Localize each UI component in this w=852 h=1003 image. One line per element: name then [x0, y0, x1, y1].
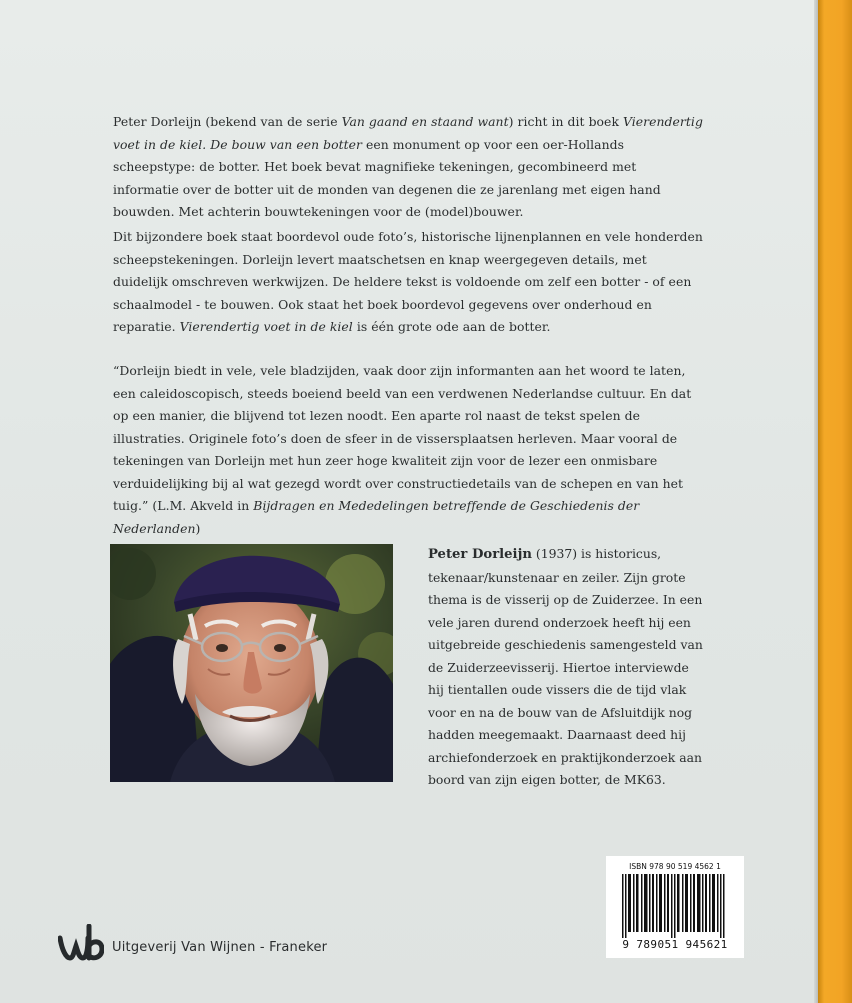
- intro-text-3: een monument op voor een oer-Hollands scheepstype: de botter. Het boek bevat magnifieke tekeningen, gecombineerd met informatie over de botter uit de monden van degenen die ze jarenlang met eigen hand bouwden. Met achterin bouwtekeningen voor de (model)bouwer.: [113, 136, 661, 219]
- publisher-logo-icon: [58, 924, 104, 964]
- barcode-number: 9 789051 945621: [622, 938, 728, 951]
- book-title-2: Vierendertig voet in de kiel: [179, 319, 353, 334]
- author-photo: [110, 544, 393, 782]
- author-bio: [428, 543, 708, 792]
- quote-source-title: Bijdragen en Mededelingen betreffende de Geschiedenis der Nederlanden: [113, 498, 640, 536]
- isbn-label: ISBN 978 90 519 4562 1: [629, 862, 721, 871]
- book-spine: [818, 0, 852, 1003]
- intro-paragraph: [113, 111, 703, 224]
- book-title: Vierendertig voet in de kiel. De bouw van een botter: [113, 114, 703, 152]
- intro-text-2: ) richt in dit boek: [508, 114, 623, 129]
- publisher-logo: [58, 924, 104, 964]
- review-quote: [113, 360, 703, 540]
- author-bio-text: (1937) is historicus, tekenaar/kunstenaar en zeiler. Zijn grote thema is de visserij op de Zuiderzee. In een vele jaren durend onderzoek heeft hij een uitgebreide geschiedenis samengesteld van de Zuiderzeevisserij. Hiertoe interviewde hij tientallen oude vissers die de tijd vlak voor en na de bouw van de Afsluitdijk nog hadden meegemaakt. Daarnaast deed hij archiefonderzoek en praktijkonderzoek aan boord van zijn eigen botter, de MK63.: [428, 546, 703, 787]
- quote-text-end: ): [195, 520, 201, 536]
- description-paragraph: [113, 226, 703, 339]
- intro-text-1: Peter Dorleijn (bekend van de serie: [113, 114, 342, 129]
- description-text-1: Dit bijzondere boek staat boordevol oude foto’s, historische lijnenplannen en vele honderden scheepstekeningen. Dorleijn levert maatschetsen en knap weergegeven details, met duidelijk omschreven werkwijzen. De heldere tekst is voldoende om zelf een botter - of een schaalmodel - te bouwen. Ook staat het boek boordevol gegevens over onderhoud en reparatie.: [113, 229, 703, 334]
- barcode: [606, 856, 744, 958]
- quote-text: “Dorleijn biedt in vele, vele bladzijden, vaak door zijn informanten aan het woord te laten, een caleidoscopisch, steeds boeiend beeld van een verdwenen Nederlandse cultuur. En dat op een manier, die blijvend tot lezen noodt. Een aparte rol naast de tekst spelen de illustraties. Originele foto’s doen de sfeer in de vissersplaatsen herleven. Maar vooral de tekeningen van Dorleijn met hun zeer hoge kwaliteit zijn voor de lezer een onmisbare verduidelijking bij al wat gezegd wordt over constructiedetails van de schepen en van het tuig.” (L.M. Akveld in: [113, 363, 692, 513]
- publisher-name: Uitgeverij Van Wijnen - Franeker: [112, 940, 328, 955]
- description-text-2: is één grote ode aan de botter.: [352, 319, 551, 334]
- series-title: Van gaand en staand want: [341, 114, 509, 129]
- barcode-bars: [620, 874, 730, 938]
- author-name: Peter Dorleijn: [428, 547, 532, 562]
